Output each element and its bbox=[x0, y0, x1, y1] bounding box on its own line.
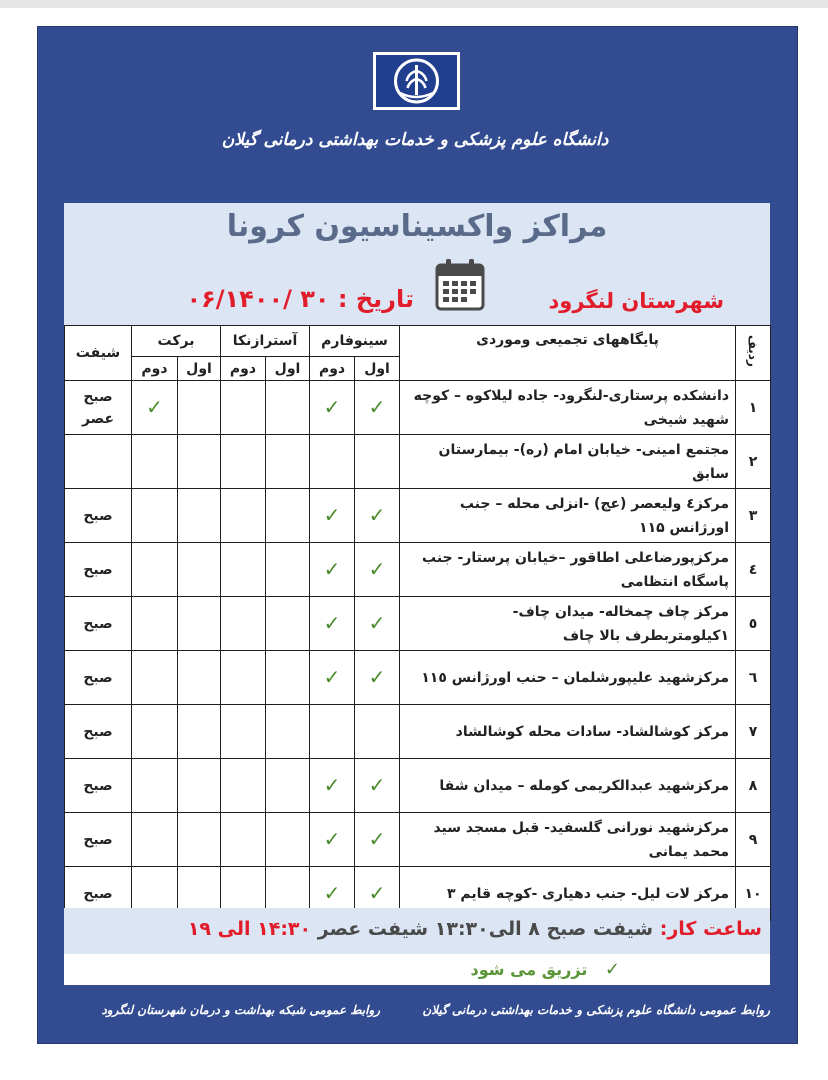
header-radif bbox=[736, 326, 771, 381]
check-cell bbox=[355, 381, 400, 435]
row-number: ۱ bbox=[736, 381, 771, 435]
header-barekat: برکت bbox=[132, 326, 221, 357]
check-cell bbox=[266, 759, 310, 813]
hours-label: ساعت کار: bbox=[659, 918, 762, 940]
check-cell bbox=[310, 435, 355, 489]
center-name: مرکزشهید نورانی گلسفید- قبل مسجد سید محمد یمانی bbox=[400, 813, 736, 867]
shift-cell: صبح bbox=[65, 651, 132, 705]
legend-text: تزریق می شود bbox=[470, 960, 588, 979]
evening-shift-label: شیفت عصر bbox=[317, 918, 429, 940]
check-icon: ✓ bbox=[368, 611, 386, 635]
shift-cell bbox=[65, 435, 132, 489]
university-logo bbox=[373, 52, 460, 110]
header-astrazeneca: آسترازنکا bbox=[221, 326, 310, 357]
check-icon: ✓ bbox=[368, 665, 386, 689]
center-name: مرکز چاف چمخاله- میدان چاف- ۱کیلومتربطرف بالا چاف bbox=[400, 597, 736, 651]
center-name: مرکزشهید عبدالکریمی کومله – میدان شفا bbox=[400, 759, 736, 813]
university-title: دانشگاه علوم پزشکی و خدمات بهداشتی درمانی گیلان bbox=[221, 130, 609, 150]
table-row bbox=[65, 597, 771, 651]
sub-sinopharm-first: اول bbox=[355, 357, 400, 381]
check-cell bbox=[178, 597, 221, 651]
footer-network: روابط عمومی شبکه بهداشت و درمان شهرستان لنگرود bbox=[101, 1003, 380, 1017]
header-bases: پایگاههای تجمیعی وموردی bbox=[400, 326, 736, 381]
check-cell bbox=[132, 489, 178, 543]
sub-sinopharm-second: دوم bbox=[310, 357, 355, 381]
check-cell bbox=[132, 759, 178, 813]
table-body bbox=[65, 381, 771, 921]
shift-cell: صبح bbox=[65, 759, 132, 813]
check-cell bbox=[355, 813, 400, 867]
check-icon: ✓ bbox=[146, 395, 163, 419]
top-bar bbox=[0, 0, 828, 8]
table-row bbox=[65, 705, 771, 759]
check-cell bbox=[132, 435, 178, 489]
city-label: شهرستان لنگرود bbox=[548, 289, 724, 313]
check-cell bbox=[355, 651, 400, 705]
shift-cell: صبح bbox=[65, 597, 132, 651]
table-row bbox=[65, 759, 771, 813]
check-icon: ✓ bbox=[323, 611, 341, 635]
center-name: مرکز٤ ولیعصر (عج) -انزلی محله – جنب اورژانس ۱۱۵ bbox=[400, 489, 736, 543]
check-icon: ✓ bbox=[323, 503, 341, 527]
check-cell bbox=[178, 651, 221, 705]
check-icon: ✓ bbox=[323, 827, 341, 851]
header-sinopharm: سینوفارم bbox=[310, 326, 400, 357]
check-cell bbox=[132, 705, 178, 759]
check-cell bbox=[132, 381, 178, 435]
check-cell bbox=[132, 543, 178, 597]
row-number: ٦ bbox=[736, 651, 771, 705]
check-cell bbox=[310, 813, 355, 867]
table-row bbox=[65, 813, 771, 867]
check-cell bbox=[221, 489, 266, 543]
evening-shift-value: ۱۴:۳۰ الی ۱۹ bbox=[187, 918, 312, 940]
row-number: ٥ bbox=[736, 597, 771, 651]
date-label: تاریخ : ۳۰ /۰۶/۱۴۰۰ bbox=[186, 285, 414, 313]
sub-astrazeneca-second: دوم bbox=[221, 357, 266, 381]
check-cell bbox=[310, 489, 355, 543]
table-row bbox=[65, 489, 771, 543]
center-name: مرکزپورضاعلی اطاقور –خیابان پرستار- جنب پاسگاه انتظامی bbox=[400, 543, 736, 597]
row-number: ۳ bbox=[736, 489, 771, 543]
check-cell bbox=[355, 543, 400, 597]
check-cell bbox=[310, 543, 355, 597]
check-cell bbox=[266, 597, 310, 651]
morning-shift: شیفت صبح ۸ الی۱۳:۳۰ bbox=[434, 918, 654, 940]
check-cell bbox=[178, 543, 221, 597]
radif-label: ردیف bbox=[746, 335, 761, 367]
check-cell bbox=[221, 435, 266, 489]
check-cell bbox=[221, 381, 266, 435]
check-cell bbox=[355, 705, 400, 759]
center-name: مرکز لات لیل- جنب دهیاری -کوچه قایم ۳ bbox=[400, 867, 736, 921]
check-cell bbox=[178, 489, 221, 543]
check-icon: ✓ bbox=[368, 773, 386, 797]
center-name: دانشکده پرستاری-لنگرود- جاده لیلاکوه – کوچه شهید شیخی bbox=[400, 381, 736, 435]
check-cell bbox=[310, 381, 355, 435]
check-cell bbox=[310, 651, 355, 705]
check-icon: ✓ bbox=[368, 503, 386, 527]
check-icon: ✓ bbox=[604, 959, 620, 980]
check-cell bbox=[132, 597, 178, 651]
calendar-icon bbox=[434, 257, 486, 313]
row-number: ۹ bbox=[736, 813, 771, 867]
check-cell bbox=[266, 705, 310, 759]
shift-cell: صبح bbox=[65, 705, 132, 759]
check-icon: ✓ bbox=[323, 773, 341, 797]
check-cell bbox=[178, 813, 221, 867]
row-number: ۸ bbox=[736, 759, 771, 813]
working-hours bbox=[188, 918, 762, 940]
university-emblem-icon bbox=[376, 55, 457, 107]
footer-university: روابط عمومی دانشگاه علوم پزشکی و خدمات بهداشتی درمانی گیلان bbox=[422, 1003, 770, 1017]
check-icon: ✓ bbox=[368, 395, 386, 419]
sub-barekat-second: دوم bbox=[132, 357, 178, 381]
check-icon: ✓ bbox=[368, 881, 386, 905]
check-cell bbox=[178, 759, 221, 813]
center-name: مرکزشهید علیپورشلمان – حنب اورژانس ۱۱٥ bbox=[400, 651, 736, 705]
check-cell bbox=[266, 381, 310, 435]
check-cell bbox=[355, 435, 400, 489]
check-cell bbox=[221, 597, 266, 651]
check-cell bbox=[178, 381, 221, 435]
page-title: مراکز واکسیناسیون کرونا bbox=[226, 209, 608, 244]
content-panel bbox=[64, 203, 770, 985]
check-cell bbox=[221, 543, 266, 597]
check-cell bbox=[221, 813, 266, 867]
row-number: ۲ bbox=[736, 435, 771, 489]
sub-barekat-first: اول bbox=[178, 357, 221, 381]
working-hours-band bbox=[64, 908, 770, 954]
check-cell bbox=[310, 759, 355, 813]
row-number: ۱۰ bbox=[736, 867, 771, 921]
shift-cell: صبح bbox=[65, 813, 132, 867]
center-name: مرکز کوشالشاد- سادات محله کوشالشاد bbox=[400, 705, 736, 759]
vaccination-centers-table bbox=[64, 325, 771, 921]
check-cell bbox=[266, 435, 310, 489]
check-cell bbox=[178, 705, 221, 759]
check-icon: ✓ bbox=[368, 557, 386, 581]
check-icon: ✓ bbox=[368, 827, 386, 851]
shift-cell: صبح عصر bbox=[65, 381, 132, 435]
check-cell bbox=[178, 435, 221, 489]
check-cell bbox=[266, 489, 310, 543]
check-icon: ✓ bbox=[323, 395, 341, 419]
check-icon: ✓ bbox=[323, 665, 341, 689]
check-icon: ✓ bbox=[323, 881, 341, 905]
row-number: ۷ bbox=[736, 705, 771, 759]
table-row bbox=[65, 543, 771, 597]
sub-astrazeneca-first: اول bbox=[266, 357, 310, 381]
check-cell bbox=[355, 759, 400, 813]
check-cell bbox=[221, 651, 266, 705]
legend bbox=[471, 960, 620, 979]
check-cell bbox=[132, 651, 178, 705]
shift-cell: صبح bbox=[65, 867, 132, 921]
check-cell bbox=[266, 813, 310, 867]
shift-cell: صبح bbox=[65, 543, 132, 597]
shift-cell: صبح bbox=[65, 489, 132, 543]
check-icon: ✓ bbox=[323, 557, 341, 581]
check-cell bbox=[132, 813, 178, 867]
check-cell bbox=[266, 543, 310, 597]
header-shift: شیفت bbox=[65, 326, 132, 381]
table-row bbox=[65, 381, 771, 435]
row-number: ٤ bbox=[736, 543, 771, 597]
check-cell bbox=[310, 597, 355, 651]
check-cell bbox=[355, 489, 400, 543]
table-row bbox=[65, 435, 771, 489]
check-cell bbox=[221, 759, 266, 813]
title-band bbox=[64, 203, 770, 325]
check-cell bbox=[355, 597, 400, 651]
table-row bbox=[65, 651, 771, 705]
check-cell bbox=[221, 705, 266, 759]
check-cell bbox=[310, 705, 355, 759]
check-cell bbox=[266, 651, 310, 705]
center-name: مجتمع امینی- خیابان امام (ره)- بیمارستان سابق bbox=[400, 435, 736, 489]
